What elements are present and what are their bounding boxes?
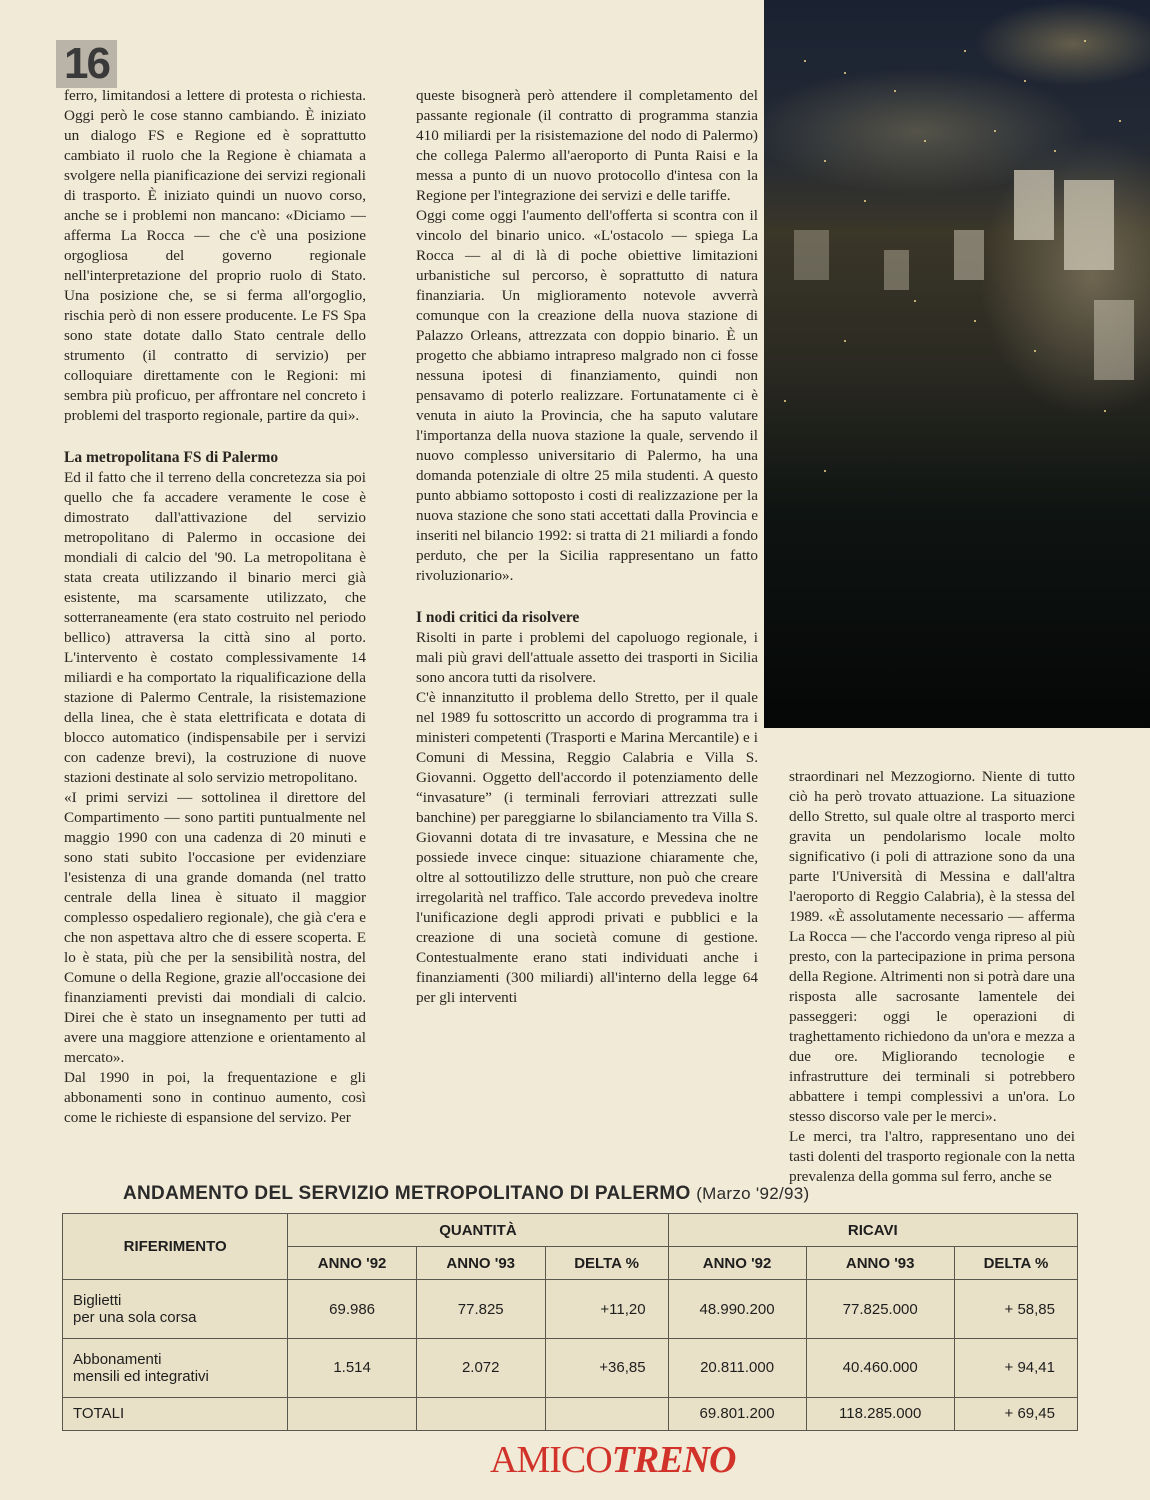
cell: 40.460.000 xyxy=(806,1339,954,1398)
header-delta: DELTA % xyxy=(545,1247,668,1280)
row-label-line1: Biglietti xyxy=(73,1292,122,1310)
cell: 20.811.000 xyxy=(668,1339,806,1398)
paragraph: C'è innanzitutto il problema dello Stretto, per il quale nel 1989 fu sottoscritto un accordo di programma tra i ministeri competenti (Trasporti e Marina Mercantile) e i Comuni di Messina, Reggio Calabria e Villa S. Giovanni. Oggetto dell'accordo il potenziamento delle “invasature” (i terminali ferroviari attrezzati sulle banchine) per pareggiarne lo sbilanciamento tra Villa S. Giovanni dotata di tre invasature, e Messina che ne possiede invece cinque: situazione chiaramente che, oltre al sottoutilizzo delle strutture, non può che creare irregolarità nel traffico. Tale accordo prevedeva inoltre l'unificazione degli approdi privati e pubblici e la creazione di una società comune di gestione. Contestualmente erano stati individuati anche i finanziamenti (300 miliardi) all'interno della legge 64 per gli interventi xyxy=(416,689,758,1006)
row-label-line2: mensili ed integrativi xyxy=(73,1367,209,1385)
paragraph: «I primi servizi — sottolinea il direttore del Compartimento — sono partiti puntualmente nel maggio 1990 con una cadenza di 20 minuti e sono stati subito l'occasione per evidenziare l'esistenza di una grande domanda (nel tratto centrale della linea è situato il maggior complesso ospedaliero regionale), che già c'era e che non aspettava altro che di essere scoperta. E lo è stata, più che per la sensibilità nostra, del Comune o della Regione, grazie all'occasione dei finanziamenti previsti dai mondiali di calcio. Direi che è stato un insegnamento per tutti ad avere una maggiore attenzione e orientamento al mercato». xyxy=(64,789,366,1066)
cell: + 58,85 xyxy=(954,1280,1077,1339)
table-title xyxy=(123,1183,1103,1205)
header-anno-93: ANNO '93 xyxy=(416,1247,545,1280)
paragraph: Risolti in parte i problemi del capoluogo regionale, i mali più gravi dell'attuale assetto dei trasporti in Sicilia sono ancora tutti da risolvere. xyxy=(416,629,758,686)
logo-part-treno: TRENO xyxy=(611,1439,736,1481)
header-anno-92: ANNO '92 xyxy=(668,1247,806,1280)
cell: 1.514 xyxy=(288,1339,417,1398)
row-label-line2: per una sola corsa xyxy=(73,1309,197,1327)
article-column-3 xyxy=(789,767,1075,1187)
paragraph: Le merci, tra l'altro, rappresentano uno dei tasti dolenti del trasporto regionale con la netta prevalenza della gomma sul ferro, anche se xyxy=(789,1128,1075,1185)
article-column-2 xyxy=(416,86,758,1008)
paragraph: ferro, limitandosi a lettere di protesta o richiesta. Oggi però le cose stanno cambiando. È iniziato un dialogo FS e Regione ed è soprattutto cambiato il ruolo che la Regione è chiamata a svolgere nella pianificazione dei servizi regionali di trasporto. È iniziato quindi un nuovo corso, anche se i problemi non mancano: «Diciamo — afferma La Rocca — che c'è una posizione orgogliosa del governo regionale nell'interpretazione del proprio ruolo di Stato. Una posizione che, se si ferma all'orgoglio, rischia però di non essere producente. Le FS Spa sono state dotate dallo Stato centrale dello strumento (il contratto di servizio) per colloquiare direttamente con le Regioni: mi sembra più proficuo, per affrontare nel concreto i problemi del trasporto regionale, partire da qui». xyxy=(64,87,366,424)
paragraph: straordinari nel Mezzogiorno. Niente di tutto ciò ha però trovato attuazione. La situazione dello Stretto, sul quale oltre al trasporto merci gravita un pendolarismo locale molto significativo (i poli di attrazione sono da una parte l'Università di Messina e dall'altra l'aeroporto di Reggio Calabria), è la stessa del 1989. «È assolutamente necessario — afferma La Rocca — che l'accordo venga ripreso al più presto, con la partecipazione in prima persona della Regione. Altrimenti non si potrà dare una risposta alle sacrosante lamentele dei passeggeri: oggi le operazioni di traghettamento richiedono da un'ora e mezza a due ore. Migliorando tecnologie e infrastrutture dei terminali si potrebbero abbattere i tempi complessivi a un'ora. Lo stesso discorso vale per le merci». xyxy=(789,768,1075,1125)
cell: 69.986 xyxy=(288,1280,417,1339)
cell: 2.072 xyxy=(416,1339,545,1398)
table-row xyxy=(63,1280,1078,1339)
night-city-photo xyxy=(764,0,1150,728)
table-header-row xyxy=(63,1214,1078,1247)
row-label-line1: Abbonamenti xyxy=(73,1350,162,1368)
paragraph: Oggi come oggi l'aumento dell'offerta si scontra con il vincolo del binario unico. «L'ostacolo — spiega La Rocca — al di là di poche obiettive limitazioni urbanistiche sul percorso, è soprattutto di natura finanziaria. Un miglioramento notevole avverrà comunque con la creazione della nuova stazione di Palazzo Orleans, attrezzata con doppio binario. È un progetto che abbiamo intrapreso malgrado non ci fosse nessuna ipotesi di finanziamento, quindi non pensavamo di poterlo realizzare. Fortunatamente ci è venuta in aiuto la Provincia, che ha saputo valutare l'importanza della nuova stazione la quale, servendo il nuovo complesso universitario di Palermo, ha una domanda potenziale di oltre 25 mila studenti. A questo punto abbiamo sottoposto i costi di realizzazione per la nuova stazione che sono stati accettati dalla Provincia e inseriti nel bilancio 1992: si tratta di 21 miliardi a fondo perduto, che per la Sicilia rappresentano un fatto rivoluzionario». xyxy=(416,207,758,584)
header-anno-93: ANNO '93 xyxy=(806,1247,954,1280)
cell-empty xyxy=(288,1397,417,1430)
cell: 77.825 xyxy=(416,1280,545,1339)
table-total-row xyxy=(63,1397,1078,1430)
cell: + 69,45 xyxy=(954,1397,1077,1430)
paragraph: Dal 1990 in poi, la frequentazione e gli abbonamenti sono in continuo aumento, così come le richieste di espansione del servizo. Per xyxy=(64,1069,366,1126)
paragraph: Ed il fatto che il terreno della concretezza sia poi quello che fa accadere veramente le cose è dimostrato dall'attivazione del servizio metropolitano di Palermo in occasione dei mondiali di calcio del '90. La metropolitana è stata creata utilizzando il binario merci già esistente, ma scarsamente utilizzato, che sotterraneamente (era stato costruito nel periodo bellico) attraversa la città sino al porto. L'intervento è costato complessivamente 14 miliardi e ha comportato la riqualificazione della stazione di Palermo Centrale, la risistemazione della linea, che è stata elettrificata e dotata di blocco automatico (indispensabile per i servizi con cadenze brevi), la costruzione di nuove stazioni destinate al solo servizio metropolitano. xyxy=(64,469,366,786)
row-label xyxy=(63,1280,288,1339)
header-quantita: QUANTITÀ xyxy=(288,1214,668,1247)
section-heading: La metropolitana FS di Palermo xyxy=(64,449,279,466)
magazine-logo xyxy=(490,1438,735,1482)
header-delta: DELTA % xyxy=(954,1247,1077,1280)
header-riferimento: RIFERIMENTO xyxy=(63,1214,288,1280)
page-number: 16 xyxy=(56,40,117,88)
cell: 69.801.200 xyxy=(668,1397,806,1430)
cell: 118.285.000 xyxy=(806,1397,954,1430)
total-label: TOTALI xyxy=(63,1397,288,1430)
paragraph: queste bisognerà però attendere il completamento del passante regionale (il contratto di programma stanzia 410 miliardi per la risistemazione del nodo di Palermo) che collega Palermo all'aeroporto di Punta Raisi e la messa a punto di un nuovo protocollo d'intesa con la Regione per l'integrazione dei servizi e delle tariffe. xyxy=(416,87,758,204)
cell: +36,85 xyxy=(545,1339,668,1398)
header-anno-92: ANNO '92 xyxy=(288,1247,417,1280)
cell-empty xyxy=(416,1397,545,1430)
cell: +11,20 xyxy=(545,1280,668,1339)
cell: 48.990.200 xyxy=(668,1280,806,1339)
table-title-text: ANDAMENTO DEL SERVIZIO METROPOLITANO DI PALERMO xyxy=(123,1183,691,1204)
cell: 77.825.000 xyxy=(806,1280,954,1339)
cell-empty xyxy=(545,1397,668,1430)
logo-part-amico: AMICO xyxy=(490,1439,612,1481)
cell: + 94,41 xyxy=(954,1339,1077,1398)
table-subtitle: (Marzo '92/93) xyxy=(696,1184,810,1203)
metro-stats-table xyxy=(62,1213,1078,1431)
header-ricavi: RICAVI xyxy=(668,1214,1077,1247)
row-label xyxy=(63,1339,288,1398)
section-heading: I nodi critici da risolvere xyxy=(416,609,580,626)
table-row xyxy=(63,1339,1078,1398)
article-column-1 xyxy=(64,86,366,1128)
